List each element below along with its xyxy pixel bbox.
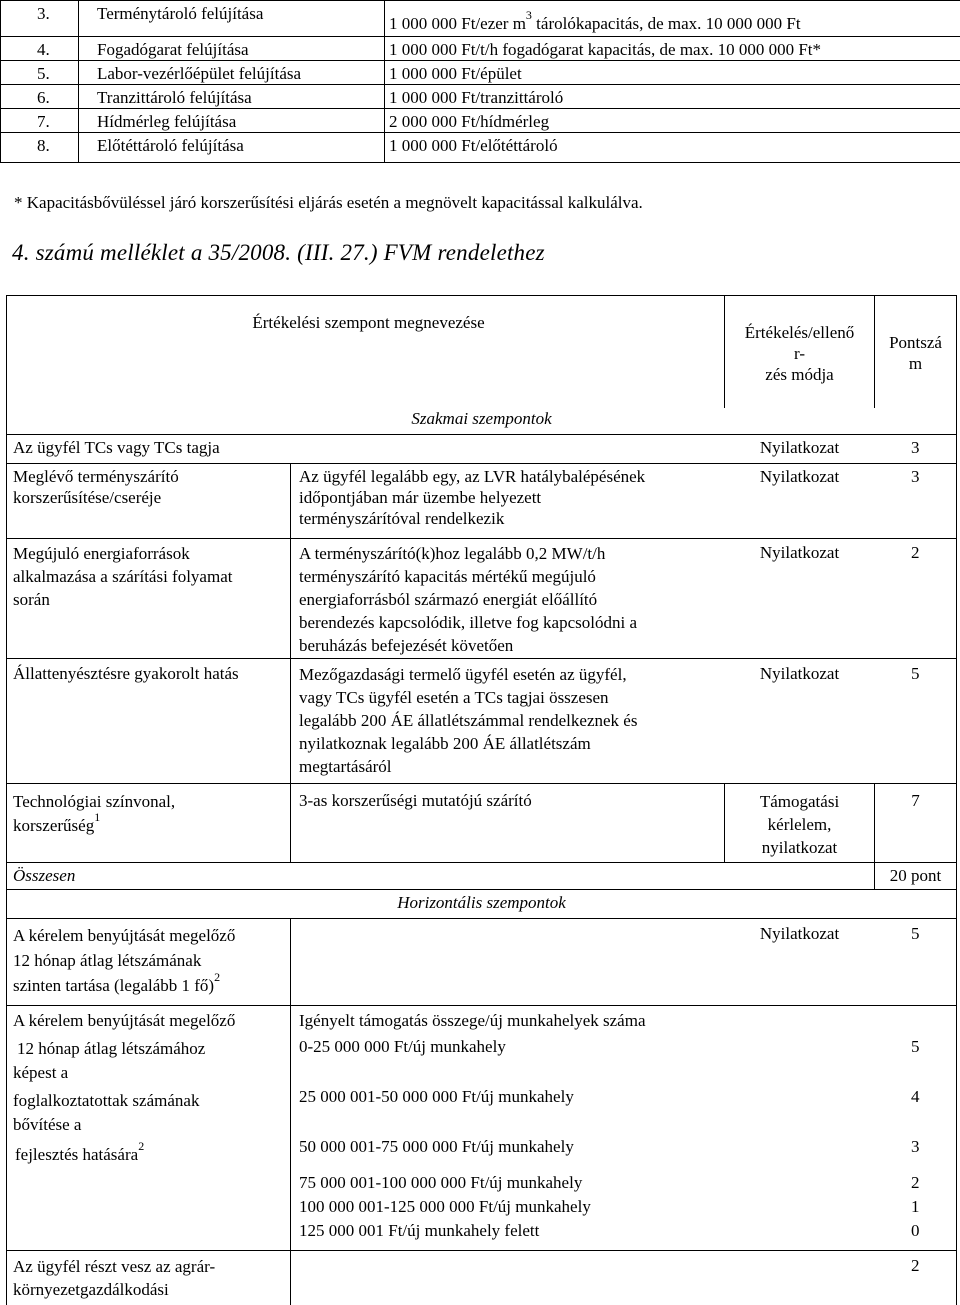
- table-header-row: [7, 296, 957, 409]
- section-row: [7, 408, 957, 435]
- section-horizontal: Horizontális szempontok: [7, 890, 957, 919]
- total-row: [7, 863, 957, 890]
- evaluation-criteria-table: [6, 295, 957, 1305]
- table-row: [7, 1006, 957, 1037]
- criterion-label: Technológiai színvonal, korszerűség$^1$: [7, 784, 291, 863]
- table-row: [7, 539, 957, 659]
- band-range: 75 000 001-100 000 000 Ft/új munkahely: [291, 1172, 725, 1196]
- cost-limit-table: [0, 0, 960, 163]
- row-number: 8.: [1, 133, 79, 163]
- table-row: [1, 61, 960, 85]
- band-points: 3: [875, 1136, 957, 1172]
- criterion-description: Mezőgazdasági termelő ügyfél esetén az ügyfél, vagy TCs ügyfél esetén a TCs tagjai összesen legalább 200 ÁE állatlétszámmal rendelkeznek és nyilatkoznak legalább 200 ÁE állatlétszám megtartásáról: [291, 659, 725, 784]
- points-value: 3: [875, 435, 957, 464]
- row-number: 3.: [1, 1, 79, 37]
- table-row: [1, 1, 960, 37]
- criterion-label: A kérelem benyújtását megelőző 12 hónap átlag létszámának szinten tartása (legalább 1 fő)$^2$: [7, 919, 291, 1006]
- method-value: Nyilatkozat: [725, 539, 875, 659]
- band-points: 5: [875, 1036, 957, 1086]
- method-value: Nyilatkozat: [725, 464, 875, 539]
- points-value: 5: [875, 919, 957, 1006]
- cost-limit: 1 000 000 Ft/előtéttároló: [385, 133, 960, 163]
- band-points: 1: [875, 1196, 957, 1220]
- table-row: [7, 919, 957, 1006]
- method-header: Értékelés/ellenő r- zés módja: [725, 296, 875, 409]
- footnote: * Kapacitásbővüléssel járó korszerűsítési eljárás esetén a megnövelt kapacitással kalkulálva.: [14, 193, 643, 213]
- band-range: 25 000 001-50 000 000 Ft/új munkahely: [291, 1086, 725, 1136]
- total-points: 20 pont: [875, 863, 957, 890]
- cost-limit: 1 000 000 Ft/épület: [385, 61, 960, 85]
- cost-limit: 2 000 000 Ft/hídmérleg: [385, 109, 960, 133]
- table-row: [7, 435, 957, 464]
- table-row: [1, 37, 960, 61]
- points-value: 7: [875, 784, 957, 863]
- work-name: Fogadógarat felújítása: [79, 37, 385, 61]
- band-range: 125 000 001 Ft/új munkahely felett: [291, 1220, 725, 1244]
- work-name: Labor-vezérlőépület felújítása: [79, 61, 385, 85]
- criterion-description: [291, 919, 725, 1006]
- table-row: [7, 1251, 957, 1305]
- criterion-label: Megújuló energiaforrások alkalmazása a szárítási folyamat során: [7, 539, 291, 659]
- points-value: 3: [875, 464, 957, 539]
- band-range: 0-25 000 000 Ft/új munkahely: [291, 1036, 725, 1086]
- criterion-label: A kérelem benyújtását megelőző 12 hónap átlag létszámához képest a foglalkoztatottak számának bővítése a fejlesztés hatására$^2$: [7, 1006, 291, 1251]
- row-number: 6.: [1, 85, 79, 109]
- points-value: 5: [875, 659, 957, 784]
- method-value: Nyilatkozat: [725, 919, 875, 1006]
- method-value: Támogatási kérlelem, nyilatkozat: [725, 784, 875, 863]
- band-points: 0: [875, 1220, 957, 1244]
- work-name: Előtéttároló felújítása: [79, 133, 385, 163]
- method-value: Nyilatkozat: [725, 435, 875, 464]
- criterion-description: Az ügyfél legalább egy, az LVR hatálybalépésének időpontjában már üzembe helyezett terményszárítóval rendelkezik: [291, 464, 725, 539]
- table-row: [1, 133, 960, 163]
- row-number: 7.: [1, 109, 79, 133]
- work-name: Tranzittároló felújítása: [79, 85, 385, 109]
- points-value: 2: [875, 1251, 957, 1305]
- method-value: Nyilatkozat: [725, 659, 875, 784]
- band-range: 50 000 001-75 000 000 Ft/új munkahely: [291, 1136, 725, 1172]
- table-row: [7, 464, 957, 539]
- band-range: 100 000 001-125 000 000 Ft/új munkahely: [291, 1196, 725, 1220]
- table-row: [7, 784, 957, 863]
- cost-limit: 1 000 000 Ft/tranzittároló: [385, 85, 960, 109]
- row-number: 4.: [1, 37, 79, 61]
- points-value: 2: [875, 539, 957, 659]
- points-header: Pontszá m: [875, 296, 957, 409]
- row-number: 5.: [1, 61, 79, 85]
- work-name: Terménytároló felújítása: [79, 1, 385, 37]
- criterion-description: Igényelt támogatás összege/új munkahelyek száma: [291, 1006, 725, 1037]
- section-professional: Szakmai szempontok: [7, 408, 957, 435]
- criterion-name-header: Értékelési szempont megnevezése: [7, 296, 725, 409]
- cost-limit: 1 000 000 Ft/t/h fogadógarat kapacitás, de max. 10 000 000 Ft*: [385, 37, 960, 61]
- band-points: 4: [875, 1086, 957, 1136]
- table-row: [7, 659, 957, 784]
- band-points: 2: [875, 1172, 957, 1196]
- annex-title: 4. számú melléklet a 35/2008. (III. 27.) FVM rendelethez: [12, 240, 545, 266]
- section-row: [7, 890, 957, 919]
- total-label: Összesen: [7, 863, 875, 890]
- table-row: [1, 109, 960, 133]
- table-row: [1, 85, 960, 109]
- work-name: Hídmérleg felújítása: [79, 109, 385, 133]
- criterion-label: Meglévő terményszárító korszerűsítése/cseréje: [7, 464, 291, 539]
- criterion-label: Az ügyfél részt vesz az agrár- környezetgazdálkodási: [7, 1251, 291, 1305]
- criterion-label: Az ügyfél TCs vagy TCs tagja: [7, 435, 725, 464]
- cost-limit: 1 000 000 Ft/ezer $m^3$ tárolókapacitás, de max. 10 000 000 Ft: [385, 1, 960, 37]
- criterion-description: 3-as korszerűségi mutatójú szárító: [291, 784, 725, 863]
- criterion-label: Állattenyésztésre gyakorolt hatás: [7, 659, 291, 784]
- criterion-description: A terményszárító(k)hoz legalább 0,2 MW/t/h terményszárító kapacitás mértékű megújuló energiaforrásból származó energiát előállító berendezés kapcsolódik, illetve fog kapcsolódni a beruházás befejezését követően: [291, 539, 725, 659]
